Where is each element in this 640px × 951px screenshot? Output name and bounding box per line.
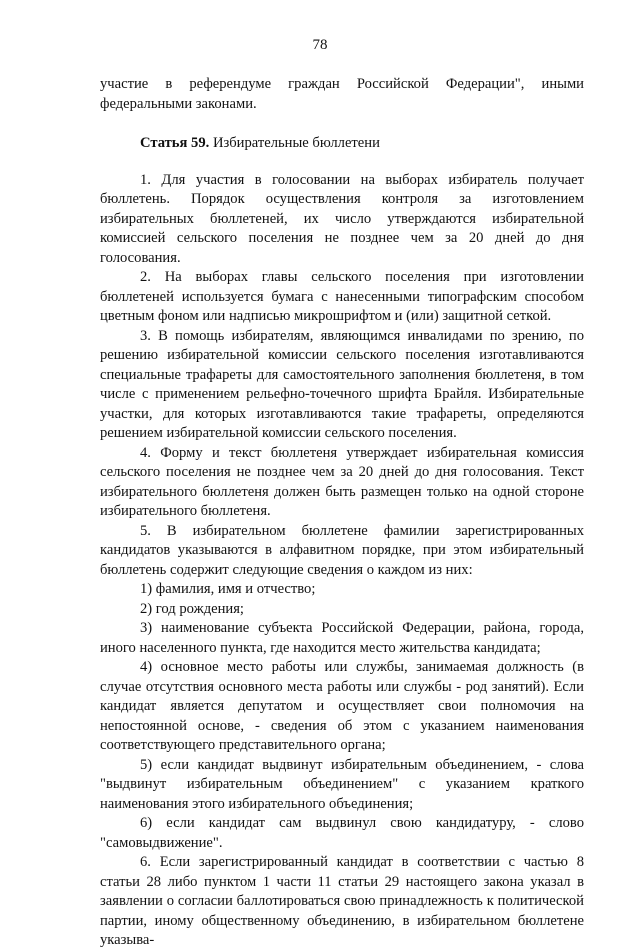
list-item-4: 4) основное место работы или службы, занимаемая должность (в случае отсутствия основного места работы или службы - род занятий). Если кандидат является депутатом и осуществляет свои полномочия на непостоянной основе, - сведения об этом с указанием наименования соответствующего представительного органа; bbox=[100, 659, 584, 753]
article-label: Статья 59. bbox=[140, 135, 210, 151]
paragraph-4: 4. Форму и текст бюллетеня утверждает избирательная комиссия сельского поселения не позднее чем за 20 дней до дня голосования. Текст избирательного бюллетеня должен быть размещен только на одной стороне избирательного бюллетеня. bbox=[100, 444, 584, 519]
list-item-1: 1) фамилия, имя и отчество; bbox=[140, 581, 316, 597]
paragraph-5: 5. В избирательном бюллетене фамилии зарегистрированных кандидатов указываются в алфавитном порядке, при этом избирательный бюллетень содержит следующие сведения о каждом из них: bbox=[100, 522, 584, 578]
paragraph-3: 3. В помощь избирателям, являющимся инвалидами по зрению, по решению избирательной комиссии сельского поселения изготавливаются специальные трафареты для самостоятельного заполнения бюллетеня, в том числе с применением рельефно-точечного шрифта Брайля. Избирательные участки, для которых изготавливаются такие трафареты, определяются решением избирательной комиссии сельского поселения. bbox=[100, 327, 584, 441]
article-title: Избирательные бюллетени bbox=[212, 135, 380, 151]
list-item-5: 5) если кандидат выдвинут избирательным объединением, - слова "выдвинут избирательным объединением" с указанием краткого наименования этого избирательного объединения; bbox=[100, 756, 584, 812]
page-number: 78 bbox=[312, 37, 328, 53]
paragraph-2: 2. На выборах главы сельского поселения при изготовлении бюллетеней используется бумага с нанесенными типографским способом цветным фоном или надписью микрошрифтом и (или) защитной сеткой. bbox=[100, 269, 584, 324]
page-content bbox=[100, 75, 584, 951]
article-heading bbox=[100, 134, 584, 154]
intro-paragraph: участие в референдуме граждан Российской Федерации", иными федеральными законами. bbox=[100, 76, 584, 112]
list-item-6: 6) если кандидат сам выдвинул свою кандидатуру, - слово "самовыдвижение". bbox=[100, 815, 584, 851]
list-item-3: 3) наименование субъекта Российской Федерации, района, города, иного населенного пункта, где находится место жительства кандидата; bbox=[100, 620, 584, 656]
paragraph-6: 6. Если зарегистрированный кандидат в соответствии с частью 8 статьи 28 либо пунктом 1 части 11 статьи 29 настоящего закона указал в заявлении о согласии баллотироваться свою принадлежность к политической партии, иному общественному объединению, в избирательном бюллетене указыва- bbox=[100, 854, 584, 948]
list-item-2: 2) год рождения; bbox=[140, 600, 244, 617]
paragraph-1: 1. Для участия в голосовании на выборах избиратель получает бюллетень. Порядок осуществления контроля за изготовлением избирательных бюллетеней, их число утверждаются избирательной комиссией сельского поселения не позднее чем за 20 дней до дня голосования. bbox=[100, 171, 584, 266]
